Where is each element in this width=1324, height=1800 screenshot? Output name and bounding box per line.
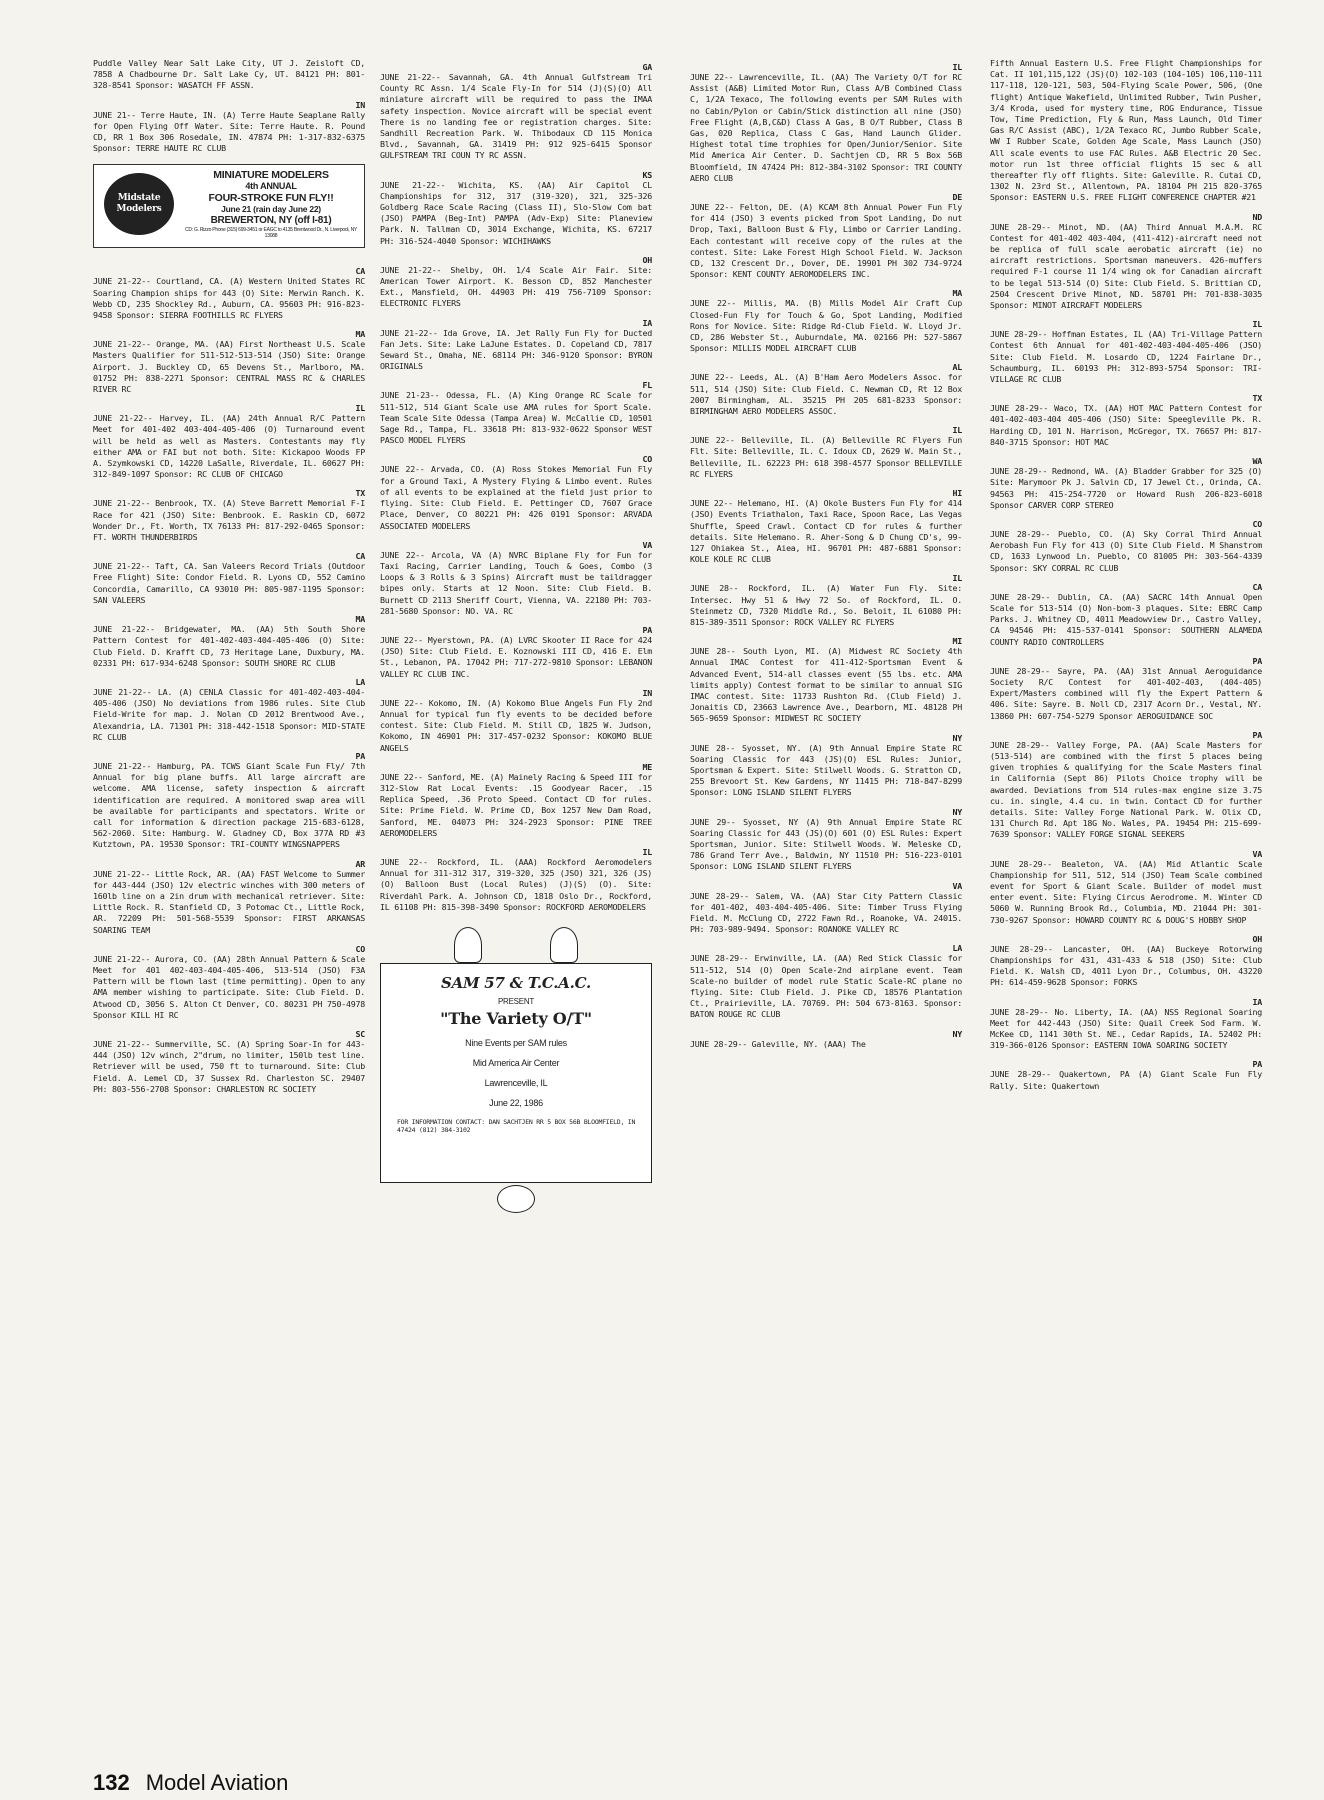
contest-listing: JUNE 21-22-- Hamburg, PA. TCWS Giant Scale Fun Fly/ 7th Annual for big plane buffs. All large aircraft are welcome. AMA license, safety inspection & aircraft identification are required. A monitored swap area will be available for participants and spectators. Write or call for information & direction package 215-683-6128, 562-2060. Site: Hamburg. W. Gladney CD, Box 377A RD #3 Kutztown, PA. 19530 Sponsor: TRI-COUNTY WINGSNAPPERS [93,760,365,850]
contest-listing: JUNE 21-22-- Aurora, CO. (AA) 28th Annual Pattern & Scale Meet for 401 402-403-404-405-406, 513-514 (JSO) F3A Pattern will be flown last (time permitting). Open to any AMA member wishing to participate. Site: Club Field. D. Atwood CD, 3056 S. Alton Ct Denver, CO. 80231 PH 750-4978 Sponsor KILL HI RC [93,953,365,1020]
ad-sam-date: June 22, 1986 [489,1098,543,1109]
contest-listing: JUNE 28-- Syosset, NY. (A) 9th Annual Empire State RC Soaring Classic for 443 (JS)(O) ESL Rules: Junior, Sportsman & Expert. Site: Stilwell Woods. G. Stratton CD, 255 Brevoort St. Kew Gardens, NY 11415 PH: 718-847-8299 Sponsor: LONG ISLAND SILENT FLYERS [690,742,962,798]
state-heading: CA [355,551,365,562]
contest-listing: JUNE 21-22-- Summerville, SC. (A) Spring Soar-In for 443-444 (JSO) 12v winch, 2"drum, no limiter, 150lb test line. Retriever will be used, 750 ft to turnaround. Site: Club Field. A. Lemel CD, 37 Sussex Rd. Charleston SC. 29407 PH: 803-556-2708 Sponsor: CHARLESTON RC SOCIETY [93,1038,365,1094]
contest-listing: JUNE 21-22-- Benbrook, TX. (A) Steve Barrett Memorial F-I Race for 421 (JSO) Site: Benbrook. E. Raskin CD, 6072 Wonder Dr., Ft. Worth, TX 76133 PH: 817-292-0465 Sponsor: FT. WORTH THUNDERBIRDS [93,498,365,543]
state-heading: IL [1252,319,1262,330]
sam-variety-ad [380,927,652,1227]
ad-sam-site: Mid America Air Center [472,1058,560,1069]
miniature-modelers-ad [93,164,365,248]
state-heading: HI [952,488,962,499]
state-heading: KS [642,169,652,180]
state-heading: DE [952,192,962,203]
ad-contact: CD: G. Rizzo Phone (315) 699-3451 or EAGC to 4135 Brentwood Dr., N. Liverpool, NY 13088 [184,227,358,240]
contest-listing: JUNE 21-23-- Odessa, FL. (A) King Orange RC Scale for 511-512, 514 Giant Scale use AMA rules for Sport Scale. Team Scale Site Odessa (Tampa Area) W. McCallie CD, 10501 Sage Rd., Tampa, FL. 33618 PH: 813-932-0622 Sponsor WEST PASCO MODEL FLYERS [380,390,652,446]
state-heading: CA [1252,581,1262,592]
column-1 [93,58,365,1103]
ad-date: June 21 (rain day June 22) [221,204,321,215]
state-heading: IA [642,317,652,328]
state-heading: CA [355,266,365,277]
contest-listing: JUNE 28-29-- Quakertown, PA (A) Giant Scale Fun Fly Rally. Site: Quakertown [990,1069,1262,1091]
contest-listing: JUNE 21-22-- Ida Grove, IA. Jet Rally Fun Fly for Ducted Fan Jets. Site: Lake LaJune Estates. D. Copeland CD, 7817 Seward St., Omaha, NE. 68114 PH: 346-9120 Sponsor: BYRON ORIGINALS [380,327,652,372]
state-heading: NY [952,732,962,743]
state-heading: IL [642,846,652,857]
state-heading: IN [642,687,652,698]
contest-listing: JUNE 28-- Rockford, IL. (A) Water Fun Fly. Site: Intersec. Hwy 51 & Hwy 72 So. of Rockford, IL. O. Steinmetz CD, 7320 Middle Rd., So. Beloit, IL 61080 PH: 815-389-3511 Sponsor: ROCK VALLEY RC FLYERS [690,583,962,627]
state-heading: MA [952,288,962,299]
contest-listing: JUNE 28-29-- Galeville, NY. (AAA) The [690,1038,866,1049]
contest-listing: JUNE 28-29-- Dublin, CA. (AA) SACRC 14th Annual Open Scale for 513-514 (O) Non-bom-3 plaques. Site: EBRC Camp Parks. J. Whitney CD, 4011 Meadowview Dr., Castro Valley, CA 94546 PH: 415-537-0141 Sponsor: SOUTHERN ALAMEDA COUNTY RADIO CONTROLLERS [990,591,1262,647]
ad-heading: MINIATURE MODELERS [213,169,329,182]
column-3 [690,58,962,1058]
state-heading: IN [355,99,365,110]
ad-edition: 4th ANNUAL [245,181,297,192]
contest-listing: JUNE 28-29-- Erwinville, LA. (AA) Red Stick Classic for 511-512, 514 (O) Open Scale-2nd airplane event. Team Scale-no builder of model rule Static Scale-RC plane no flying. Site: Club Field. J. Pike CD, 18576 Plantation Ct., Prairieville, LA. 70769. PH: 504 673-8163. Sponsor: BATON ROUGE RC CLUB [690,953,962,1020]
column-4 [990,58,1262,1100]
state-heading: LA [355,676,365,687]
contest-listing: JUNE 22-- Kokomo, IN. (A) Kokomo Blue Angels Fun Fly 2nd Annual for typical fun fly events to be decided before contest. Site: Club Field. M. Still CD, 1825 W. Judson, Kokomo, IN 46901 PH: 317-457-0232 Sponsor: KOKOMO BLUE ANGELS [380,697,652,753]
ad-sam-contact: FOR INFORMATION CONTACT: DAN SACHTJEN RR 5 BOX 56B BLOOMFIELD, IN 47424 (812) 384-3102 [397,1118,636,1134]
contest-listing: JUNE 22-- Arcola, VA (A) NVRC Biplane Fly for Fun for Taxi Racing, Carrier Landing, Touch & Goes, Combo (3 Loops & 3 Rolls & 3 Spins) Aircraft must be taildragger bipes only. Starts at 12 Noon. Site: Club Field. B. Burnett CD 2113 Sheriff Court, Vienna, VA. 22180 PH: 703-281-5680 Sponsor: NO. VA. RC [380,549,652,616]
state-heading: IL [952,62,962,72]
contest-listing: JUNE 22-- Rockford, IL. (AAA) Rockford Aeromodelers Annual for 311-312 317, 319-320, 325 (JSO) 321, 326 (JS) (O) Balloon Bust (Local Rules) (J)(S) (O). Site: Riverdahl Park. A. Johnson CD, 1818 Oslo Dr., Rockford, IL 61108 PH: 815-398-3490 Sponsor: ROCKFORD AEROMODELERS [380,856,652,912]
state-heading: NY [952,1028,962,1039]
state-heading: VA [642,539,652,550]
contest-listing: JUNE 21-- Terre Haute, IN. (A) Terre Haute Seaplane Rally for Open Flying Off Water. Site: Terre Haute. R. Pound CD, RR 1 Box 306 Rosedale, IN. 47874 PH: 1-317-832-6375 Sponsor: TERRE HAUTE RC CLUB [93,109,365,154]
contest-listing: JUNE 28-29-- Bealeton, VA. (AA) Mid Atlantic Scale Championship for 511, 512, 514 (JSO) Team Scale combined event for Sport & Giant Scale. Builder of model must enter event. Site: Flying Circus Aerodrome. M. Winter CD 5060 W. Running Brook Rd., Columbia, MD. 21044 PH: 301-730-9267 Sponsor: HOWARD COUNTY RC & DOUG'S HOBBY SHOP [990,858,1262,925]
contest-listing: JUNE 21-22-- Shelby, OH. 1/4 Scale Air Fair. Site: American Tower Airport. K. Besson CD, 852 Manchester Ext., Mansfield, OH. 44903 PH: 419 756-7109 Sponsor: ELECTRONIC FLYERS [380,264,652,309]
midstate-modelers-logo [104,173,174,235]
state-heading: LA [952,943,962,954]
state-heading: VA [1252,848,1262,859]
contest-listing: JUNE 21-22-- Bridgewater, MA. (AA) 5th South Shore Pattern Contest for 401-402-403-404-405-406 (O) Site: Club Field. D. Krafft CD, 73 Heritage Lane, Duxbury, MA. 02331 PH: 617-934-6248 Sponsor: SOUTH SHORE RC CLUB [93,624,365,668]
state-heading: PA [642,624,652,635]
state-heading: SC [355,1028,365,1039]
state-heading: TX [1252,393,1262,404]
contest-listing: Fifth Annual Eastern U.S. Free Flight Championships for Cat. II 101,115,122 (JS)(O) 102-103 (104-105) 106,110-111 117-118, 120-121, 503, 504-Flying Scale Power, 506, (One flight) Antique Wakefield, Unlimited Rubber, Twin Pusher, 3/4 Kroda, used for mystery time, ROG Endurance, Tissue Tow, Time Prediction, Fly & Run, Mass Launch, Old Timer Gas R/C Assist (ABC), 1/2A Texaco RC, Jumbo Rubber Scale, WW I Rubber Scale, Golden Age Scale, Mass Launch (JSO) All scale events to use FAC Rules. A&B Electric 20 Sec. motor run 1st three official flights 15 sec & all thereafter fly off flights. Site: Galeville. R. Cutai CD, 1302 N. 23rd St., Allentown, PA. 18104 PH 215 820-3765 Sponsor: EASTERN U.S. FREE FLIGHT CONFERENCE CHAPTER #21 [990,58,1262,203]
state-heading: MI [952,636,962,647]
column-2 [380,58,652,1227]
state-heading: MA [355,614,365,625]
contest-listing: JUNE 21-22-- Courtland, CA. (A) Western United States RC Soaring Champion ships for 443 (O) Site: Merwin Ranch. K. Webb CD, 235 Shockley Rd., Auburn, CA. 95603 PH: 916-823-9458 Sponsor: SIERRA FOOTHILLS RC FLYERS [93,276,365,321]
ad-sam-event: "The Variety O/T" [440,1009,592,1029]
contest-listing: JUNE 28-29-- Valley Forge, PA. (AA) Scale Masters for (513-514) are combined with the first 5 places being given trophies & qualifying for the Scale Masters final in California (Sept 86) Pilots Choice trophy will be awarded. Deviations from 514 rules-max engine size 3.75 cu. in. single, 4.4 cu. in twin. Contact CD for further details. Site: Valley Forge National Park. W. Olix CD, 131 Church Rd. Apt 18G No. Wales, PA. 19454 PH: 215-699-7639 Sponsor: VALLEY FORGE SIGNAL SEEKERS [990,739,1262,840]
state-heading: GA [642,62,652,72]
contest-listing: Puddle Valley Near Salt Lake City, UT J. Zeisloft CD, 7858 A Chadbourne Dr. Salt Lake Cy, UT. 84121 PH: 801-328-8541 Sponsor: WASATCH FF ASSN. [93,58,365,91]
contest-listing: JUNE 21-22-- Taft, CA. San Valeers Record Trials (Outdoor Free Flight) Site: Condor Field. R. Lyons CD, 552 Camino Concordia, Camarillo, CA 93010 PH: 805-987-1195 Sponsor: SAN VALEERS [93,561,365,605]
contest-listing: JUNE 21-22-- Little Rock, AR. (AA) FAST Welcome to Summer for 443-444 (JSO) 12v electric winches with 300 meters of 160lb line on a 2in drum with mechanical retriever. Site: Little Rock. R. Stanfield CD, 3 Potomac Ct., Little Rock, AR. 72209 PH: 501-568-5539 Sponsor: FIRST ARKANSAS SOARING TEAM [93,868,365,935]
contest-listing: JUNE 28-29-- Waco, TX. (AA) HOT MAC Pattern Contest for 401-402-403-404 405-406 (JSO) Site: Speegleville Pk. R. Harding CD, 101 N. Harrison, McGregor, TX. 76657 PH: 817-840-3715 Sponsor: HOT MAC [990,403,1262,447]
contest-listing: JUNE 21-22-- Orange, MA. (AA) First Northeast U.S. Scale Masters Qualifier for 511-512-513-514 (JSO) Site: Orange Airport. J. Buckley CD, 65 Devens St., Marlboro, MA. 01752 PH: 838-2271 Sponsor: CENTRAL MASS RC & CHARLES RIVER RC [93,339,365,395]
state-heading: WA [1252,456,1262,467]
contest-listing: JUNE 28-29-- Redmond, WA. (A) Bladder Grabber for 325 (O) Site: Marymoor Pk J. Salvin CD, 17 Jewel Ct., Orinda, CA. 94563 PH: 415-254-7720 or Howard Rush 206-823-6018 Sponsor CARVER CORP STEREO [990,466,1262,510]
contest-listing: JUNE 28-29-- Lancaster, OH. (AA) Buckeye Rotorwing Championships for 431, 431-433 & 518 (JSO) Site: Club Field. K. Walsh CD, 4011 Lyon Dr., Columbus, OH. 43220 PH: 614-459-9628 Sponsor: FORKS [990,943,1262,988]
state-heading: IA [1252,996,1262,1007]
state-heading: IL [952,573,962,584]
state-heading: CO [1252,518,1262,529]
cartoon-figure-right [550,927,578,963]
contest-listing: JUNE 22-- Millis, MA. (B) Mills Model Air Craft Cup Closed-Fun Fly for Touch & Go, Spot Landing, Modified Rons for Novice. Site: Ridge Rd-Club Field. W. Lloyd Jr. CD, 286 Webster St., Auburndale, MA. 02166 PH: 527-5867 Sponsor: MILLIS MODEL AIRCRAFT CLUB [690,298,962,354]
contest-listing: JUNE 28-29-- Hoffman Estates, IL (AA) Tri-Village Pattern Contest 6th Annual for 401-402-403-404-405-406 (JSO) Site: Club Field. M. Losardo CD, 1224 Fairlane Dr., Schaumburg, IL. 60193 PH: 312-893-5754 Sponsor: TRI-VILLAGE RC CLUB [990,329,1262,385]
state-heading: PA [1252,729,1262,740]
contest-listing: JUNE 22-- Helemano, HI. (A) Okole Busters Fun Fly for 414 (JSO) Events Triathalon, Taxi Race, Spoon Race, Las Vegas Shuffle, Speed Crawl. Contact CD for rules & further details. Site Helemano. R. Aher-Song & D Chung CD's, 99-127 Ohiakea St., Aiea, HI. 96701 PH: 487-6881 Sponsor: KOLE KOLE RC CLUB [690,498,962,565]
contest-listing: JUNE 28-29-- Pueblo, CO. (A) Sky Corral Third Annual Aerobash Fun Fly for 413 (O) Site Club Field. M Shanstrom CD, 1633 Lynwood Ln. Pueblo, CO 81005 PH: 303-564-4339 Sponsor: SKY CORRAL RC CLUB [990,528,1262,573]
state-heading: TX [355,488,365,499]
state-heading: MA [355,329,365,340]
contest-listing: JUNE 21-22-- Savannah, GA. 4th Annual Gulfstream Tri County RC Assn. 1/4 Scale Fly-In for 514 (J)(S)(O) All miniature aircraft will be required to pass the IMAA safety inspection. Novice aircraft will be special event There is no landing fee or registration charges. Site: Sandhill Recreation Park. W. Thibodaux CD 115 Monica Blvd., Savannah, GA. 31419 PH: 912 925-6415 Sponsor GULFSTREAM TRI COUN TY RC ASSN. [380,72,652,161]
state-heading: OH [642,254,652,265]
contest-listing: JUNE 22-- Sanford, ME. (A) Mainely Racing & Speed III for 312-Slow Rat Local Events: .15 Goodyear Racer, .15 Replica Speed, .36 Proto Speed. Contact CD for rules. Site: Prime Field. W. Prime CD, Box 1257 New Dam Road, Sanford, ME. 04073 PH: 324-2923 Sponsor: PINE TREE AEROMODELERS [380,771,652,838]
ad-sam-rules: Nine Events per SAM rules [465,1038,567,1049]
contest-listing: JUNE 28-29-- Minot, ND. (AA) Third Annual M.A.M. RC Contest for 401-402 403-404, (411-412)-aircraft need not be replica of full scale aerobatic aircraft (ie) no aircraft restrictions. Sportsman maneuvers. 426-muffers required F-1 course 11 1/4 wing ok for Canadian aircraft to be legal 513-514 (O) Site: Club Field. S. Brittian CD, 2504 Crescent Drive Minot, ND. 58701 PH: 701-838-3035 Sponsor: MINOT AIRCRAFT MODELERS [990,221,1262,311]
state-heading: VA [952,880,962,891]
contest-listing: JUNE 21-22-- Harvey, IL. (AA) 24th Annual R/C Pattern Meet for 401-402 403-404-405-406 (O) Turnaround event will be held as well as Masters. Contestants may fly either AMA or FAI but not both. Site: Kickapoo Woods FP A. Szymkowski CD, 14220 LaSalle, Riverdale, IL. 60627 PH: 312-849-1097 Sponsor: RC CLUB OF CHICAGO [93,413,365,480]
state-heading: NY [952,806,962,817]
contest-listing: JUNE 22-- Myerstown, PA. (A) LVRC Skooter II Race for 424 (JSO) Site: Club Field. E. Koznowski III CD, 416 E. Elm St., Lebanon, PA. 17042 PH: 717-272-9810 Sponsor: LEBANON VALLEY RC CLUB INC. [380,634,652,679]
magazine-title: Model Aviation [145,1770,289,1795]
state-heading: PA [355,750,365,761]
state-heading: PA [1252,655,1262,666]
contest-listing: JUNE 21-22-- LA. (A) CENLA Classic for 401-402-403-404-405-406 (JSO) No deviations from 1986 rules. Site Club Field-Write for map. J. Nolan CD 2012 Brentwood Ave., Alexandria, LA. 71301 PH: 318-442-1518 Sponsor: MID-STATE RC CLUB [93,686,365,742]
state-heading: PA [1252,1059,1262,1070]
ad-location: BREWERTON, NY (off I-81) [210,215,332,227]
contest-listing: JUNE 22-- Leeds, AL. (A) B'Ham Aero Modelers Assoc. for 511, 514 (JSO) Site: Club Field. C. Newman CD, Rt 12 Box 2007 Birmingham, AL. 35215 PH 205 681-8233 Sponsor: BIRMINGHAM AERO MODELERS ASSOC. [690,372,962,417]
contest-listing: JUNE 29-- Syosset, NY (A) 9th Annual Empire State RC Soaring Classic for 443 (JS)(O) 601 (O) ESL Rules: Expert Sportsman, Junior. Site: Stilwell Woods. W. Meleske CD, 786 Grand Terr Ave., Baldwin, NY 11510 PH: 516-223-0101 Sponsor: LONG ISLAND SILENT FLYERS [690,816,962,872]
cartoon-figure-left [454,927,482,963]
state-heading: OH [1252,933,1262,944]
contest-listing: JUNE 28-- South Lyon, MI. (A) Midwest RC Society 4th Annual IMAC Contest for 411-412-Sportsman Event & Advanced Event, 514-all classes event (55 lbs. etc. AMA limits apply) Contest format to be similar to annual SIG IMAC contest. Site: 11733 Rushton Rd. (Club Field) J. Jonaitis CD, 23663 Lawrence Ave., Dearborn, MI. 48128 PH 565-9659 Sponsor: MIDWEST RC SOCIETY [690,646,962,724]
state-heading: FL [642,380,652,391]
contest-listing: JUNE 28-29-- Salem, VA. (AA) Star City Pattern Classic for 401-402, 403-404-405-406. Site: Timber Truss Flying Field. M. McClung CD, 2722 Fawn Rd., Roanoke, VA. 24015. PH: 703-989-9494. Sponsor: ROANOKE VALLEY RC [690,890,962,935]
state-heading: CO [642,454,652,465]
cartoon-foot [497,1185,535,1213]
contest-listing: JUNE 28-29-- Sayre, PA. (AA) 31st Annual Aeroguidance Society R/C Contest for 401-402-403, (404-405) Expert/Masters combined will fly the Expert Pattern & 406. Site: Sayre. B. Noll CD, 2317 Acorn Dr., Vestal, NY. 13860 PH: 607-754-5279 Sponsor AEROGUIDANCE SOC [990,665,1262,721]
ad-sam-city: Lawrenceville, IL [484,1078,548,1089]
contest-listing: JUNE 22-- Felton, DE. (A) KCAM 8th Annual Power Fun Fly for 414 (JSO) 3 events picked from Spot Landing, Do nut Drop, Taxi, Balloon Bust & Fly, Limbo or Carrier Landing. Each contestant will receive copy of the rules at the contest. Site: Lake Forest High School Field. W. Jackson CD, 132 Crescent Dr., Dover, DE. 19901 PH 302 734-9724 Sponsor: KENT COUNTY AEROMODELERS INC. [690,202,962,280]
contest-listing: JUNE 22-- Lawrenceville, IL. (AA) The Variety O/T for RC Assist (A&B) Limited Motor Run, Class A/B Combined Class C, 1/2A Texaco, The following events per SAM Rules with no Cabin/Pylon or Cabin/Stick distinction all nine (JSO) Free Flight (A,B,C&D) Class A Gas, B O/T Rubber, Class B Gas, 020 Replica, Class C Gas, Hand Launch Glider. Highest total time trophies for Open/Junior/Senior. Site Mid America Air Center. D. Sachtjen CD, RR 5 Box 56B Bloomfield, IN 47424 PH: 812-384-3102 Sponsor: TRI COUNTY AERO CLUB [690,72,962,183]
state-heading: IL [952,425,962,436]
page-footer [93,1770,288,1796]
ad-sam-title: SAM 57 & T.C.A.C. [440,973,591,992]
contest-listing: JUNE 22-- Belleville, IL. (A) Belleville RC Flyers Fun Flt. Site: Belleville, IL. C. Idoux CD, 2629 W. Main St., Belleville, IL. 62223 PH: 618 398-4577 Sponsor BELLEVILLE RC FLYERS [690,435,962,479]
state-heading: ME [642,761,652,772]
contest-listing: JUNE 22-- Arvada, CO. (A) Ross Stokes Memorial Fun Fly for a Ground Taxi, A Mystery Flying & Limbo event. Rules of all events to be explained at the field just prior to flying. Site: Club Field. E. Pettinger CD, 7607 Grace Place, Denver, CO 80221 PH: 426 0191 Sponsor: ARVADA ASSOCIATED MODELERS [380,464,652,531]
state-heading: AR [355,858,365,869]
ad-sam-present: PRESENT [497,996,535,1006]
contest-listing: JUNE 21-22-- Wichita, KS. (AA) Air Capitol CL Championships for 312, 317 (319-320), 321, 325-326 Goldberg Race Scale Racing (Class II), Slo-Slow Com bat (JSO) PAMPA (Beg-Int) PAMPA (Adv-Exp) Site: Planeview Park. N. Tallman CD, 3014 Exchange, Wichita, KS. 67217 PH: 316-524-4040 Sponsor: WICHIHAWKS [380,179,652,246]
ad-event: FOUR-STROKE FUN FLY!! [208,192,334,205]
logo-text: Midstate Modelers [116,193,162,215]
state-heading: ND [1252,211,1262,222]
state-heading: CO [355,943,365,954]
state-heading: AL [952,362,962,373]
contest-listing: JUNE 28-29-- No. Liberty, IA. (AA) NSS Regional Soaring Meet for 442-443 (JSO) Site: Quail Creek Sod Farm. W. McKee CD, 1141 30th St. NE., Cedar Rapids, IA. 52402 PH: 319-366-0126 Sponsor: EASTERN IOWA SOARING SOCIETY [990,1006,1262,1051]
state-heading: IL [355,403,365,414]
page-number: 132 [93,1770,130,1795]
